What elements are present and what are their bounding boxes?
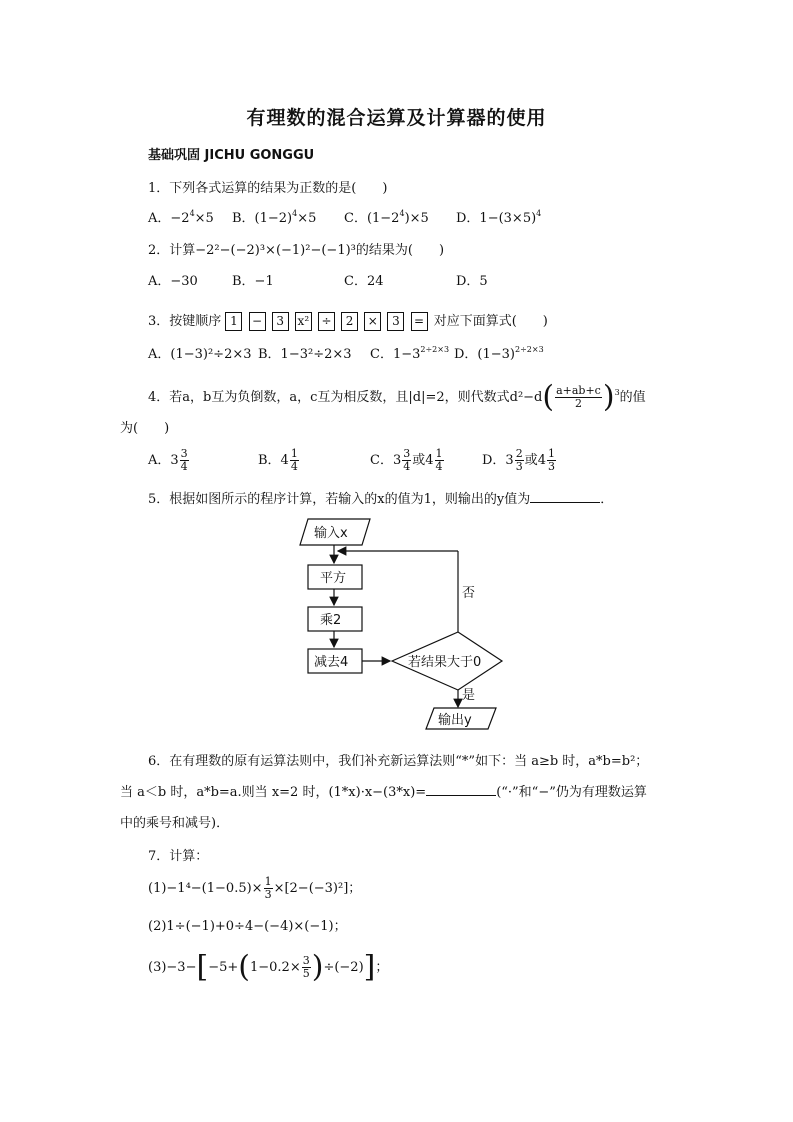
q2-option-c[interactable]: C．24: [344, 274, 384, 289]
question-6-line2: 当 a＜b 时，a*b=a.则当 x=2 时，(1*x)·x−(3*x)= (“·”和“−”仍为有理数运算: [120, 785, 647, 800]
question-4-stem: 4．若a，b互为负倒数，a，c互为相反数，且|d|=2，则代数式d²−d( $\frac{a+ab+c}{2}$ )$^3$的值: [148, 379, 646, 415]
q1-option-b[interactable]: B．$(1-2)^4\times 5$: [232, 209, 317, 226]
q1-option-a[interactable]: A．$-2^4\times 5$: [148, 209, 214, 226]
q7-part-1: (1)−1⁴−(1−0.5)× $\frac{1}{3}$ ×[2−(−3)²]；: [148, 875, 362, 901]
flow-minus4-label: 减去4: [314, 655, 349, 670]
question-5-stem: 5．根据如图所示的程序计算，若输入的x的值为1，则输出的y值为 ．: [148, 492, 614, 507]
key-3b: 3: [387, 312, 404, 331]
key-equals: =: [411, 312, 428, 331]
q4-option-d[interactable]: D．3 $\frac{2}{3}$ 或4 $\frac{1}{3}$: [482, 447, 555, 473]
key-minus: −: [249, 312, 266, 331]
flowchart: [296, 517, 506, 732]
flow-decision-label: 若结果大于0: [408, 655, 482, 670]
q2-option-b[interactable]: B．−1: [232, 274, 274, 289]
q3-option-c[interactable]: C．$1-3^{2\div 2\times 3}$: [370, 345, 450, 362]
q5-answer-blank[interactable]: [530, 490, 600, 503]
section-heading: 基础巩固 JICHU GONGGU: [148, 148, 315, 163]
q4-option-b[interactable]: B．4 $\frac{1}{4}$: [258, 447, 298, 473]
q3-option-a[interactable]: A．(1−3)²÷2×3: [148, 347, 252, 362]
question-6-line1: 6．在有理数的原有运算法则中，我们补充新运算法则“*”如下：当 a≥b 时，a*b=b²；: [148, 754, 649, 769]
question-4-stem-line2: 为( ): [120, 421, 170, 436]
flow-times2-label: 乘2: [320, 613, 342, 628]
key-3: 3: [272, 312, 289, 331]
q7-part-3: (3)−3−[−5+(1−0.2× $\frac{3}{5}$ )÷(−2)]；: [148, 949, 389, 985]
q7-part-2: (2)1÷(−1)+0÷4−(−4)×(−1)；: [148, 919, 347, 934]
flow-yes-label: 是: [462, 688, 476, 703]
flow-square-label: 平方: [320, 571, 347, 586]
flow-no-label: 否: [462, 586, 476, 601]
question-7-stem: 7．计算：: [148, 849, 209, 864]
question-1-stem: 1．下列各式运算的结果为正数的是( ): [148, 181, 388, 196]
flow-output-label: 输出y: [438, 713, 472, 728]
q4-option-c[interactable]: C．3 $\frac{3}{4}$ 或4 $\frac{1}{4}$: [370, 447, 443, 473]
q1-option-c[interactable]: C．$(1-2^4)\times 5$: [344, 209, 429, 226]
page-title: 有理数的混合运算及计算器的使用: [246, 107, 547, 129]
q3-option-d[interactable]: D．$(1-3)^{2\div 2\times 3}$: [454, 345, 544, 362]
key-divide: ÷: [318, 312, 335, 331]
key-1: 1: [225, 312, 242, 331]
key-2: 2: [341, 312, 358, 331]
question-3-stem: 3．按键顺序 1 − 3 x² ÷ 2 × 3 = 对应下面算式( ): [148, 314, 548, 329]
question-2-stem: 2．计算−2²−(−2)³×(−1)²−(−1)³的结果为( ): [148, 243, 445, 258]
q3-option-b[interactable]: B．1−3²÷2×3: [258, 347, 352, 362]
q2-option-a[interactable]: A．−30: [148, 274, 198, 289]
q4-option-a[interactable]: A．3 $\frac{3}{4}$: [148, 447, 188, 473]
flow-input-label: 输入x: [314, 526, 348, 541]
q6-answer-blank[interactable]: [426, 783, 496, 796]
question-6-line3: 中的乘号和减号)．: [120, 816, 230, 831]
q4-fraction: $\frac{a+ab+c}{2}$: [556, 384, 601, 410]
key-times: ×: [364, 312, 381, 331]
q1-option-d[interactable]: D．$1-(3\times 5)^4$: [456, 209, 542, 226]
q2-option-d[interactable]: D．5: [456, 274, 488, 289]
key-square: x²: [295, 312, 312, 331]
